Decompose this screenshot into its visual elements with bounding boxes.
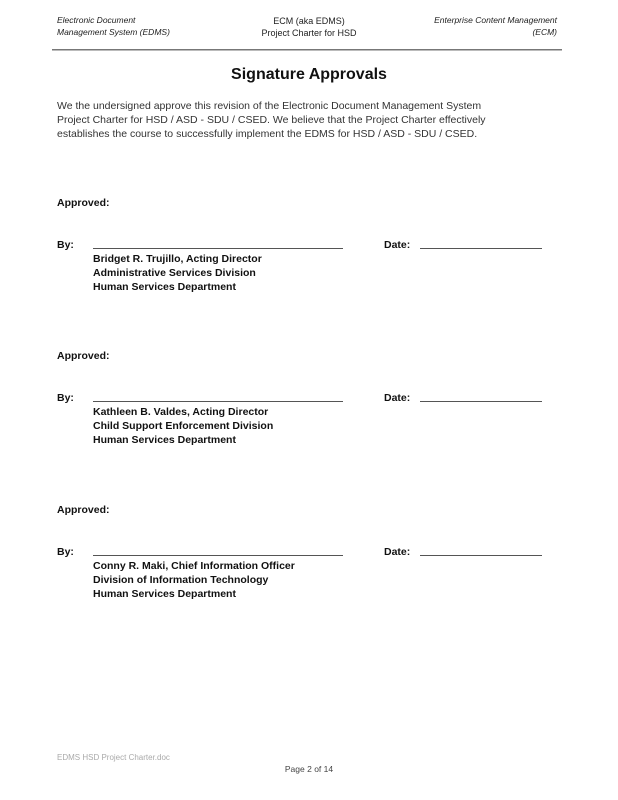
signer-division: Child Support Enforcement Division [93,420,274,432]
approved-label: Approved: [57,504,110,516]
by-label: By: [57,546,74,558]
signature-line[interactable] [93,555,343,556]
signer-name: Kathleen B. Valdes, Acting Director [93,406,269,418]
header-right [434,14,557,38]
intro-line-2: Project Charter for HSD / ASD - SDU / CSED. We believe that the Project Charter effectively [57,114,486,126]
signer-department: Human Services Department [93,434,236,446]
intro-line-1: We the undersigned approve this revision of the Electronic Document Management System [57,100,482,112]
date-line[interactable] [420,401,542,402]
intro-line-3: establishes the course to successfully implement the EDMS for HSD / ASD - SDU / CSED. [57,128,478,140]
header-right-line1: Enterprise Content Management [434,15,557,25]
approval-block-2 [57,350,567,460]
signer-info [93,252,262,294]
intro-paragraph [57,99,567,141]
signer-name: Bridget R. Trujillo, Acting Director [93,253,262,265]
signer-info [93,559,295,601]
header-left-line2: Management System (EDMS) [57,27,170,37]
page-number: Page 2 of 14 [284,764,334,774]
approval-block-1 [57,197,567,307]
signer-department: Human Services Department [93,281,236,293]
approved-label: Approved: [57,197,110,209]
date-label: Date: [384,546,411,558]
header-right-line2: (ECM) [532,27,557,37]
approved-label: Approved: [57,350,110,362]
by-label: By: [57,392,74,404]
signer-division: Division of Information Technology [93,574,269,586]
by-label: By: [57,239,74,251]
header-left-line1: Electronic Document [57,15,136,25]
approval-block-3 [57,504,567,614]
signer-info [93,405,273,447]
signature-line[interactable] [93,401,343,402]
page-title: Signature Approvals [231,66,387,83]
date-line[interactable] [420,555,542,556]
header-divider [52,49,562,51]
date-label: Date: [384,392,411,404]
header-center-line2: Project Charter for HSD [261,28,357,38]
signer-name: Conny R. Maki, Chief Information Officer [93,560,295,572]
signature-line[interactable] [93,248,343,249]
header-center-line1: ECM (aka EDMS) [273,16,345,26]
date-label: Date: [384,239,411,251]
signer-department: Human Services Department [93,588,236,600]
signer-division: Administrative Services Division [93,267,256,279]
date-line[interactable] [420,248,542,249]
footer-filename: EDMS HSD Project Charter.doc [57,753,170,762]
